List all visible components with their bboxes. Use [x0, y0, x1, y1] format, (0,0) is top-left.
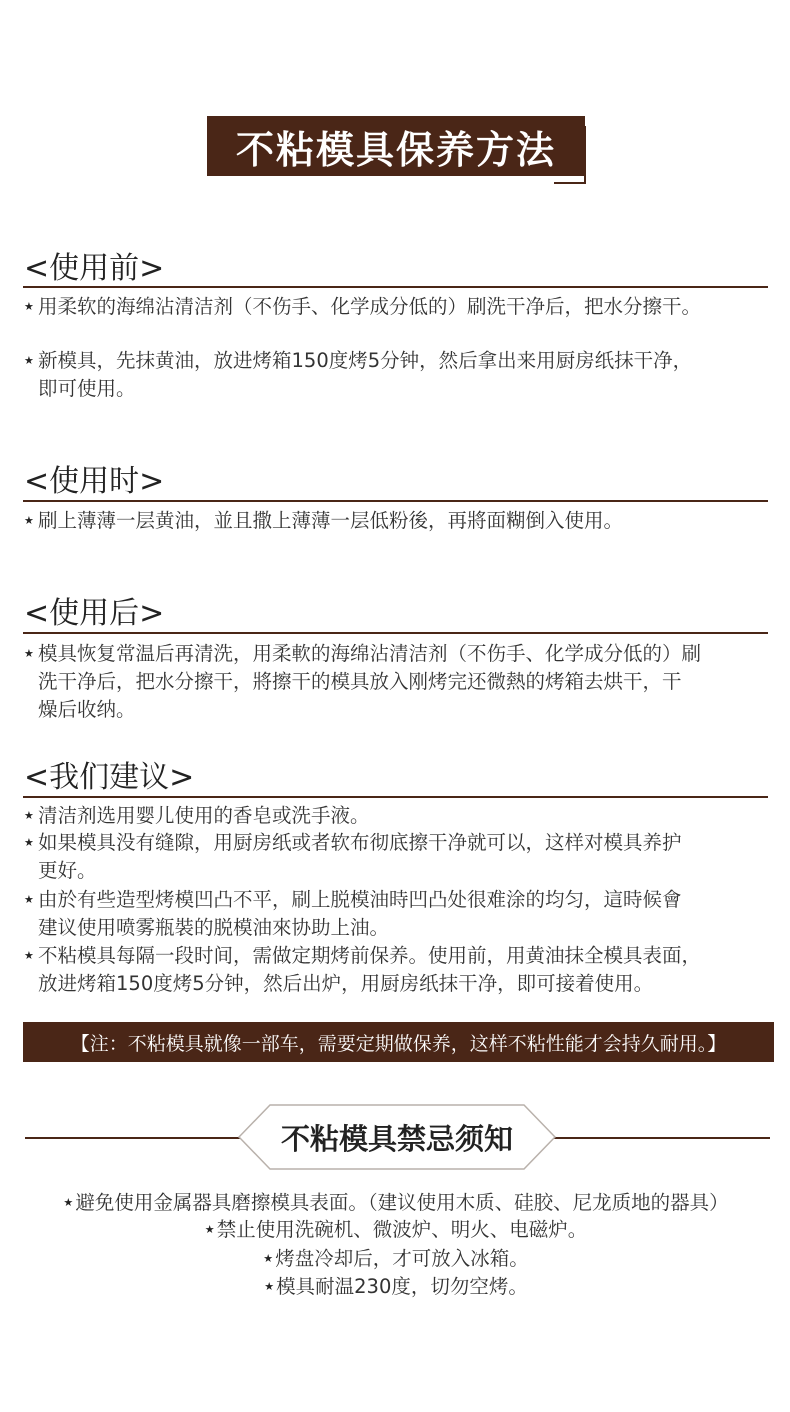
list-item: ★ 如果模具没有缝隙，用厨房纸或者软布彻底擦干净就可以，这样对模具养护 更好。 — [24, 831, 682, 882]
section-divider — [23, 286, 768, 288]
note-banner: 【注：不粘模具就像一部车，需要定期做保养，这样不粘性能才会持久耐用。】 — [23, 1022, 774, 1062]
taboo-item: ★ 模具耐温230度，切勿空烤。 — [0, 1273, 790, 1301]
section-heading-before-use: <使用前> — [24, 251, 165, 286]
section-divider — [23, 632, 768, 634]
section-divider — [23, 796, 768, 798]
star-icon: ★ — [24, 949, 34, 962]
star-icon: ★ — [204, 1223, 215, 1236]
section-heading-during-use: <使用时> — [24, 464, 165, 499]
taboo-item: ★ 避免使用金属器具磨擦模具表面。（建议使用木质、硅胶、尼龙质地的器具） — [0, 1189, 790, 1217]
star-icon: ★ — [24, 514, 34, 527]
list-item: ★ 用柔软的海绵沾清洁剂（不伤手、化学成分低的）刷洗干净后，把水分擦干。 — [24, 293, 772, 321]
star-icon: ★ — [63, 1196, 74, 1209]
star-icon: ★ — [24, 836, 34, 849]
taboo-item: ★ 烤盘冷却后，才可放入冰箱。 — [0, 1245, 790, 1273]
section-heading-suggestions: <我们建议> — [24, 760, 195, 795]
section-divider — [23, 500, 768, 502]
taboo-title: 不粘模具禁忌须知 — [280, 1121, 513, 1156]
page-title: 不粘模具保养方法 — [207, 116, 585, 176]
star-icon: ★ — [24, 893, 34, 906]
banner-line-left — [25, 1137, 248, 1139]
star-icon: ★ — [24, 809, 34, 822]
list-item: ★ 模具恢复常温后再清洗，用柔軟的海绵沾清洁剂（不伤手、化学成分低的）刷 洗干净后，把水分擦干，將擦干的模具放入刚烤完还微熱的烤箱去烘干，干 燥后收纳。 — [24, 642, 702, 721]
star-icon: ★ — [263, 1252, 274, 1265]
list-item: ★ 不粘模具每隔一段时间，需做定期烤前保养。使用前，用黄油抹全模具表面， 放进烤箱150度烤5分钟，然后出炉，用厨房纸抹干净，即可接着使用。 — [24, 944, 702, 995]
banner-line-right — [546, 1137, 770, 1139]
list-item: ★ 新模具，先抹黄油，放进烤箱150度烤5分钟，然后拿出来用厨房纸抹干净， 即可使用。 — [24, 349, 693, 400]
list-item: ★ 刷上薄薄一层黄油，並且撒上薄薄一层低粉後，再將面糊倒入使用。 — [24, 507, 772, 535]
star-icon: ★ — [24, 300, 34, 313]
star-icon: ★ — [24, 354, 34, 367]
star-icon: ★ — [264, 1280, 275, 1293]
section-heading-after-use: <使用后> — [24, 596, 165, 631]
taboo-item: ★ 禁止使用洗碗机、微波炉、明火、电磁炉。 — [0, 1216, 790, 1244]
title-decoration — [554, 182, 586, 184]
list-item: ★ 由於有些造型烤模凹凸不平，刷上脱模油時凹凸处很难涂的均匀，這時候會 建议使用喷雾瓶裝的脱模油來协助上油。 — [24, 888, 682, 939]
list-item: ★ 清洁剂选用婴儿使用的香皂或洗手液。 — [24, 802, 772, 830]
star-icon: ★ — [24, 647, 34, 660]
